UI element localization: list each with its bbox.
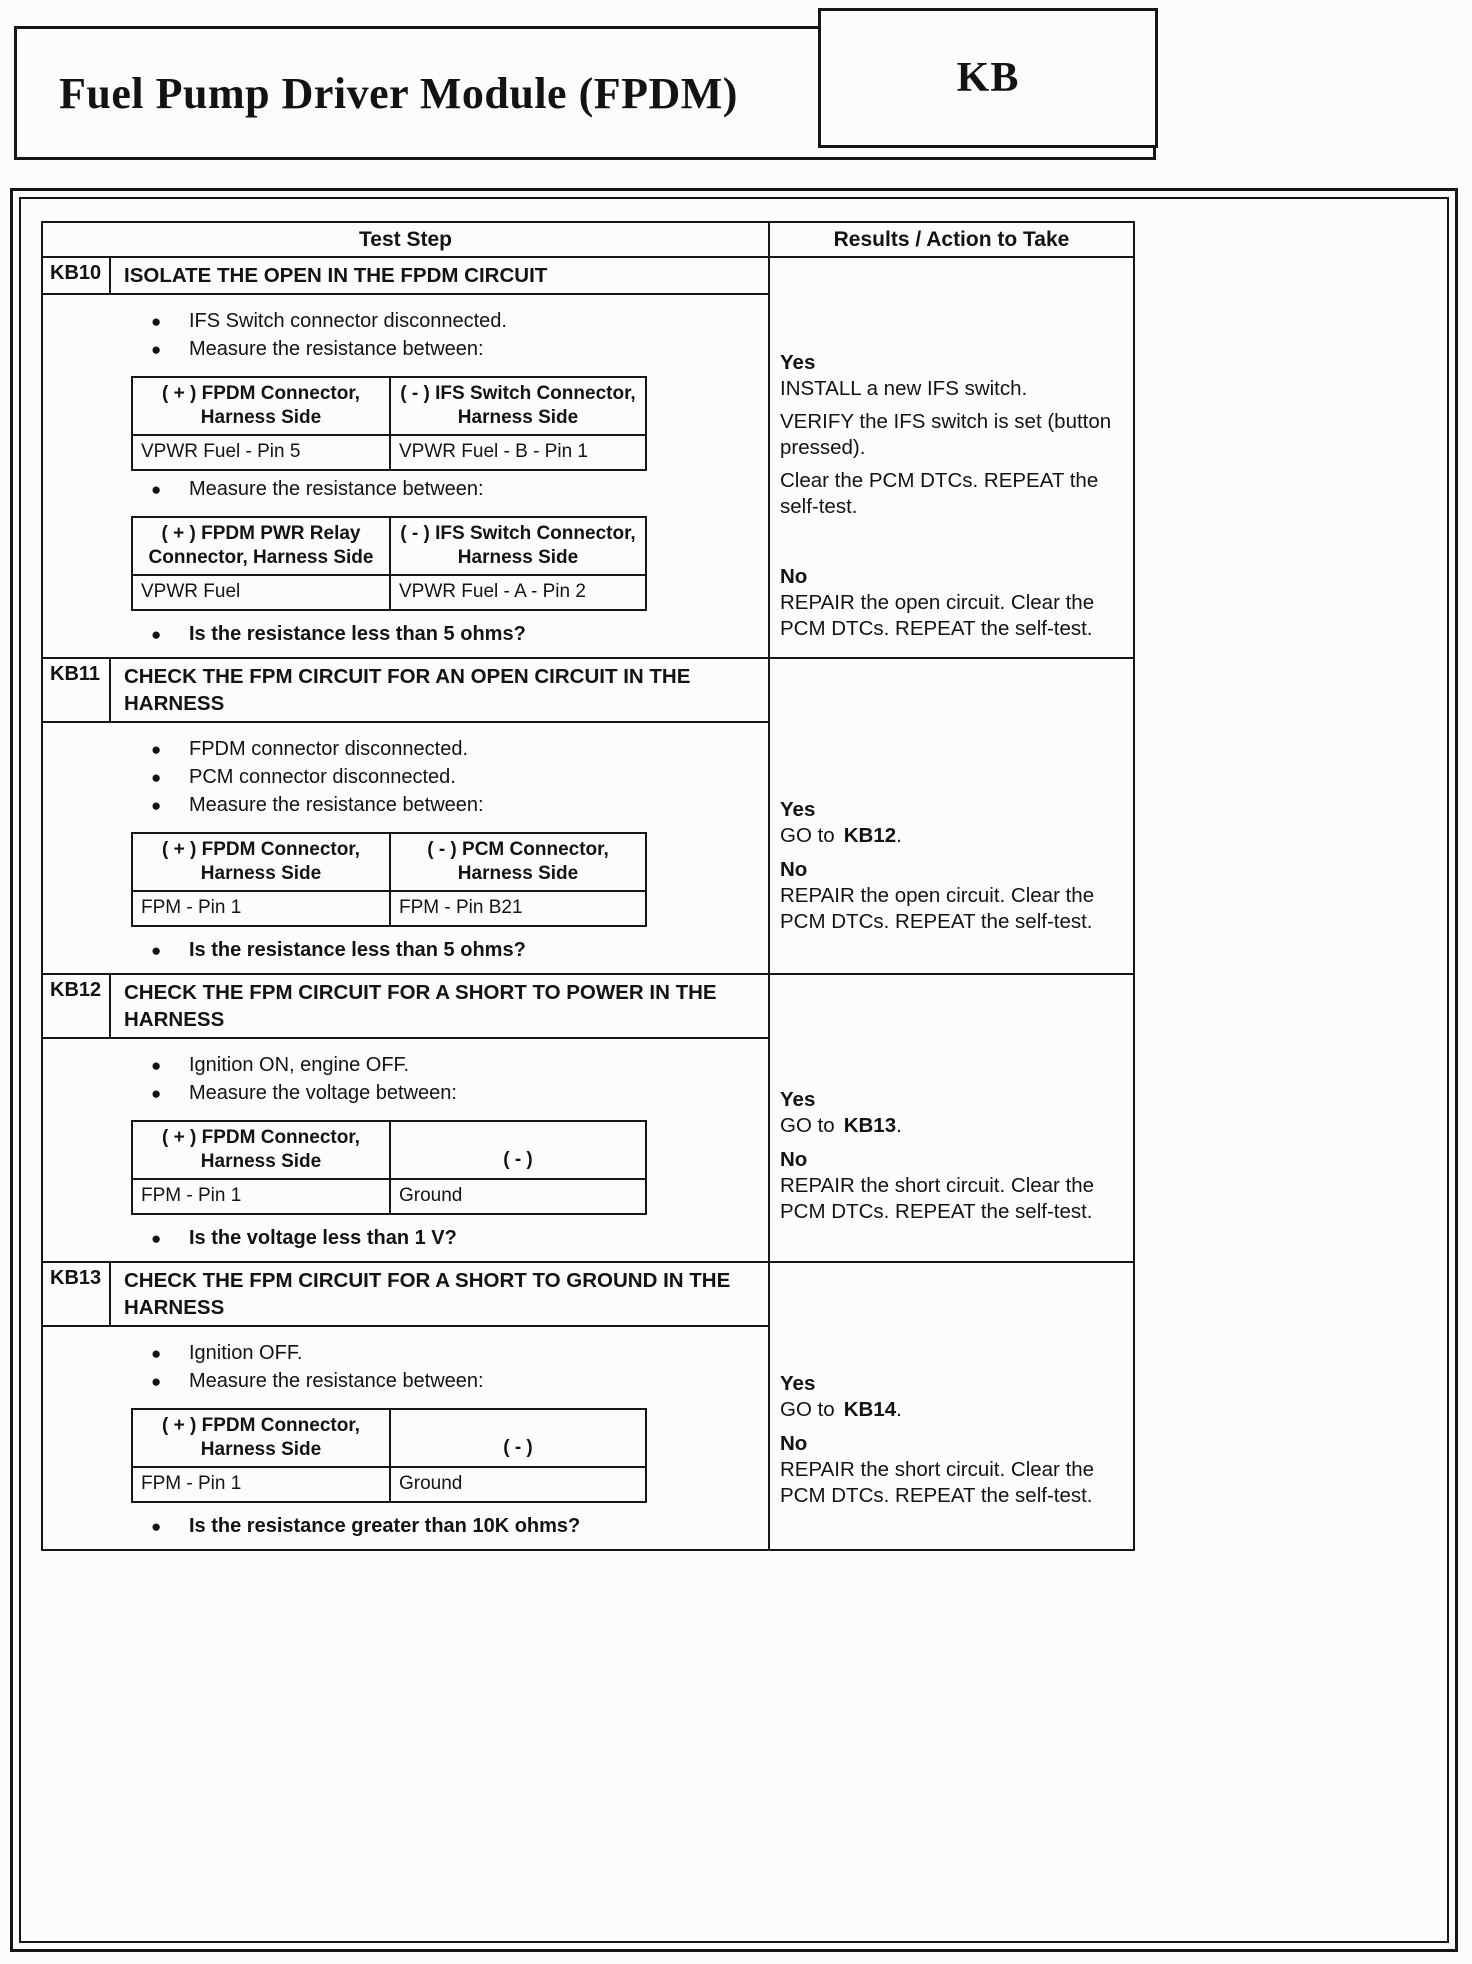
- measurement-table-row: [133, 1180, 645, 1213]
- question-item: [43, 621, 758, 648]
- positive-lead-header: ( + ) FPDM Connector, Harness Side: [133, 378, 391, 434]
- results-cell: [770, 258, 1133, 657]
- bullet-text: PCM connector disconnected.: [189, 766, 456, 788]
- question-text: Is the resistance greater than 10K ohms?: [189, 1515, 581, 1537]
- go-target-step: KB13: [843, 1114, 897, 1137]
- question-text: Is the voltage less than 1 V?: [189, 1227, 457, 1249]
- positive-lead-header: ( + ) FPDM Connector, Harness Side: [133, 1410, 391, 1466]
- list-item: [43, 792, 758, 819]
- results-cell: [770, 975, 1133, 1261]
- step-body: [43, 1327, 768, 1549]
- content-frame-inner: [19, 197, 1449, 1943]
- result-no-label: No: [780, 1148, 808, 1171]
- negative-lead-value: Ground: [399, 1473, 463, 1494]
- bullet-icon: ●: [151, 625, 162, 644]
- bullet-icon: ●: [151, 340, 162, 359]
- negative-lead-header: ( - ) PCM Connector, Harness Side: [427, 839, 609, 884]
- step-id: KB10: [43, 258, 111, 293]
- measurement-table: [131, 516, 647, 611]
- result-action-text: REPAIR the short circuit. Clear the PCM DTCs. REPEAT the self-test.: [780, 1458, 1095, 1507]
- positive-lead-value: FPM - Pin 1: [133, 892, 391, 925]
- result-no-block: [780, 564, 1127, 642]
- result-yes-block: [780, 1087, 1127, 1139]
- page-title: Fuel Pump Driver Module (FPDM): [59, 68, 738, 118]
- positive-lead-header: ( + ) FPDM Connector, Harness Side: [133, 1122, 391, 1178]
- positive-lead-value: VPWR Fuel: [133, 576, 391, 609]
- measurement-table-header: [133, 834, 645, 892]
- result-no-block: [780, 857, 1127, 935]
- list-item: [43, 1340, 758, 1367]
- bullet-icon: ●: [151, 1372, 162, 1391]
- measurement-table-row: [133, 436, 645, 469]
- test-step-cell: [43, 975, 770, 1261]
- list-item: [43, 336, 758, 363]
- question-text: Is the resistance less than 5 ohms?: [189, 623, 526, 645]
- go-to-line: [780, 1397, 1127, 1423]
- result-action-text: REPAIR the open circuit. Clear the PCM DTCs. REPEAT the self-test.: [780, 591, 1095, 640]
- step-title: CHECK THE FPM CIRCUIT FOR A SHORT TO POWER IN THE HARNESS: [124, 981, 717, 1031]
- list-item: [43, 764, 758, 791]
- go-suffix: .: [896, 824, 902, 847]
- step-id: KB12: [43, 975, 111, 1037]
- step-body: [43, 1039, 768, 1261]
- result-yes-block: [780, 350, 1127, 520]
- go-suffix: .: [896, 1114, 902, 1137]
- bullet-text: Ignition ON, engine OFF.: [189, 1054, 410, 1076]
- result-action-text: REPAIR the short circuit. Clear the PCM DTCs. REPEAT the self-test.: [780, 1174, 1095, 1223]
- bullet-icon: ●: [151, 1084, 162, 1103]
- go-target-step: KB14: [843, 1398, 897, 1421]
- pinpoint-test-table: [41, 221, 1135, 1551]
- result-action-text: VERIFY the IFS switch is set (button pressed).: [780, 410, 1112, 459]
- negative-lead-value: FPM - Pin B21: [399, 897, 523, 918]
- result-yes-block: [780, 797, 1127, 849]
- list-item: [43, 1368, 758, 1395]
- results-cell: [770, 659, 1133, 973]
- go-to-line: [780, 1113, 1127, 1139]
- result-action-text: REPAIR the open circuit. Clear the PCM DTCs. REPEAT the self-test.: [780, 884, 1095, 933]
- result-action-text: INSTALL a new IFS switch.: [780, 377, 1028, 400]
- bullet-text: Measure the resistance between:: [189, 794, 484, 816]
- bullet-icon: ●: [151, 312, 162, 331]
- result-yes-label: Yes: [780, 1088, 816, 1111]
- column-header-results: Results / Action to Take: [833, 228, 1070, 251]
- step-body: [43, 723, 768, 973]
- step-title: ISOLATE THE OPEN IN THE FPDM CIRCUIT: [124, 264, 548, 287]
- bullet-text: Measure the resistance between:: [189, 1370, 484, 1392]
- result-yes-label: Yes: [780, 798, 816, 821]
- go-prefix: GO to: [780, 1114, 835, 1137]
- bullet-icon: ●: [151, 941, 162, 960]
- bullet-text: Measure the voltage between:: [189, 1082, 457, 1104]
- result-no-label: No: [780, 565, 808, 588]
- positive-lead-header: ( + ) FPDM PWR Relay Connector, Harness Side: [133, 518, 391, 574]
- section-code-box: [818, 8, 1158, 148]
- go-suffix: .: [896, 1398, 902, 1421]
- measurement-table-header: [133, 378, 645, 436]
- negative-lead-header: ( - ) IFS Switch Connector, Harness Side: [400, 383, 636, 428]
- result-no-label: No: [780, 1432, 808, 1455]
- go-prefix: GO to: [780, 824, 835, 847]
- result-no-label: No: [780, 858, 808, 881]
- step-title: CHECK THE FPM CIRCUIT FOR A SHORT TO GROUND IN THE HARNESS: [124, 1269, 731, 1319]
- test-step-cell: [43, 659, 770, 973]
- test-step-kb10: [43, 258, 1133, 659]
- test-step-cell: [43, 258, 770, 657]
- question-item: [43, 1225, 758, 1252]
- table-header-row: [43, 223, 1133, 258]
- go-to-line: [780, 823, 1127, 849]
- bullet-icon: ●: [151, 480, 162, 499]
- negative-lead-value: VPWR Fuel - B - Pin 1: [399, 441, 588, 462]
- step-id: KB11: [43, 659, 111, 721]
- section-code: KB: [956, 55, 1020, 101]
- bullet-icon: ●: [151, 1517, 162, 1536]
- result-no-block: [780, 1431, 1127, 1509]
- bullet-text: Measure the resistance between:: [189, 478, 484, 500]
- question-text: Is the resistance less than 5 ohms?: [189, 939, 526, 961]
- measurement-table: [131, 376, 647, 471]
- list-item: [43, 476, 758, 503]
- negative-lead-header: ( - ): [503, 1437, 533, 1458]
- test-step-cell: [43, 1263, 770, 1549]
- bullet-text: Ignition OFF.: [189, 1342, 303, 1364]
- bullet-icon: ●: [151, 1344, 162, 1363]
- step-header: [43, 1263, 768, 1327]
- list-item: [43, 736, 758, 763]
- negative-lead-header: ( - ) IFS Switch Connector, Harness Side: [400, 523, 636, 568]
- question-item: [43, 937, 758, 964]
- bullet-icon: ●: [151, 740, 162, 759]
- bullet-icon: ●: [151, 768, 162, 787]
- step-body: [43, 295, 768, 657]
- step-header: [43, 975, 768, 1039]
- test-step-kb11: [43, 659, 1133, 975]
- bullet-text: FPDM connector disconnected.: [189, 738, 469, 760]
- measurement-table-row: [133, 1468, 645, 1501]
- step-header: [43, 258, 768, 295]
- result-no-block: [780, 1147, 1127, 1225]
- measurement-table: [131, 832, 647, 927]
- result-yes-block: [780, 1371, 1127, 1423]
- test-step-kb13: [43, 1263, 1133, 1549]
- positive-lead-value: FPM - Pin 1: [133, 1468, 391, 1501]
- bullet-text: IFS Switch connector disconnected.: [189, 310, 507, 332]
- measurement-table-row: [133, 892, 645, 925]
- step-title: CHECK THE FPM CIRCUIT FOR AN OPEN CIRCUIT IN THE HARNESS: [124, 665, 691, 715]
- list-item: [43, 1052, 758, 1079]
- measurement-table: [131, 1408, 647, 1503]
- measurement-table-header: [133, 1122, 645, 1180]
- step-id: KB13: [43, 1263, 111, 1325]
- positive-lead-header: ( + ) FPDM Connector, Harness Side: [133, 834, 391, 890]
- step-header: [43, 659, 768, 723]
- measurement-table: [131, 1120, 647, 1215]
- negative-lead-value: Ground: [399, 1185, 463, 1206]
- go-target-step: KB12: [843, 824, 897, 847]
- test-step-kb12: [43, 975, 1133, 1263]
- negative-lead-header: ( - ): [503, 1149, 533, 1170]
- bullet-text: Measure the resistance between:: [189, 338, 484, 360]
- list-item: [43, 1080, 758, 1107]
- question-item: [43, 1513, 758, 1540]
- results-cell: [770, 1263, 1133, 1549]
- column-header-test-step: Test Step: [43, 223, 770, 256]
- bullet-icon: ●: [151, 1056, 162, 1075]
- bullet-icon: ●: [151, 796, 162, 815]
- result-yes-label: Yes: [780, 351, 816, 374]
- go-prefix: GO to: [780, 1398, 835, 1421]
- positive-lead-value: VPWR Fuel - Pin 5: [133, 436, 391, 469]
- result-action-text: Clear the PCM DTCs. REPEAT the self-test.: [780, 469, 1099, 518]
- list-item: [43, 308, 758, 335]
- measurement-table-header: [133, 1410, 645, 1468]
- content-frame-outer: [10, 188, 1458, 1952]
- measurement-table-row: [133, 576, 645, 609]
- measurement-table-header: [133, 518, 645, 576]
- result-yes-label: Yes: [780, 1372, 816, 1395]
- negative-lead-value: VPWR Fuel - A - Pin 2: [399, 581, 586, 602]
- bullet-icon: ●: [151, 1229, 162, 1248]
- positive-lead-value: FPM - Pin 1: [133, 1180, 391, 1213]
